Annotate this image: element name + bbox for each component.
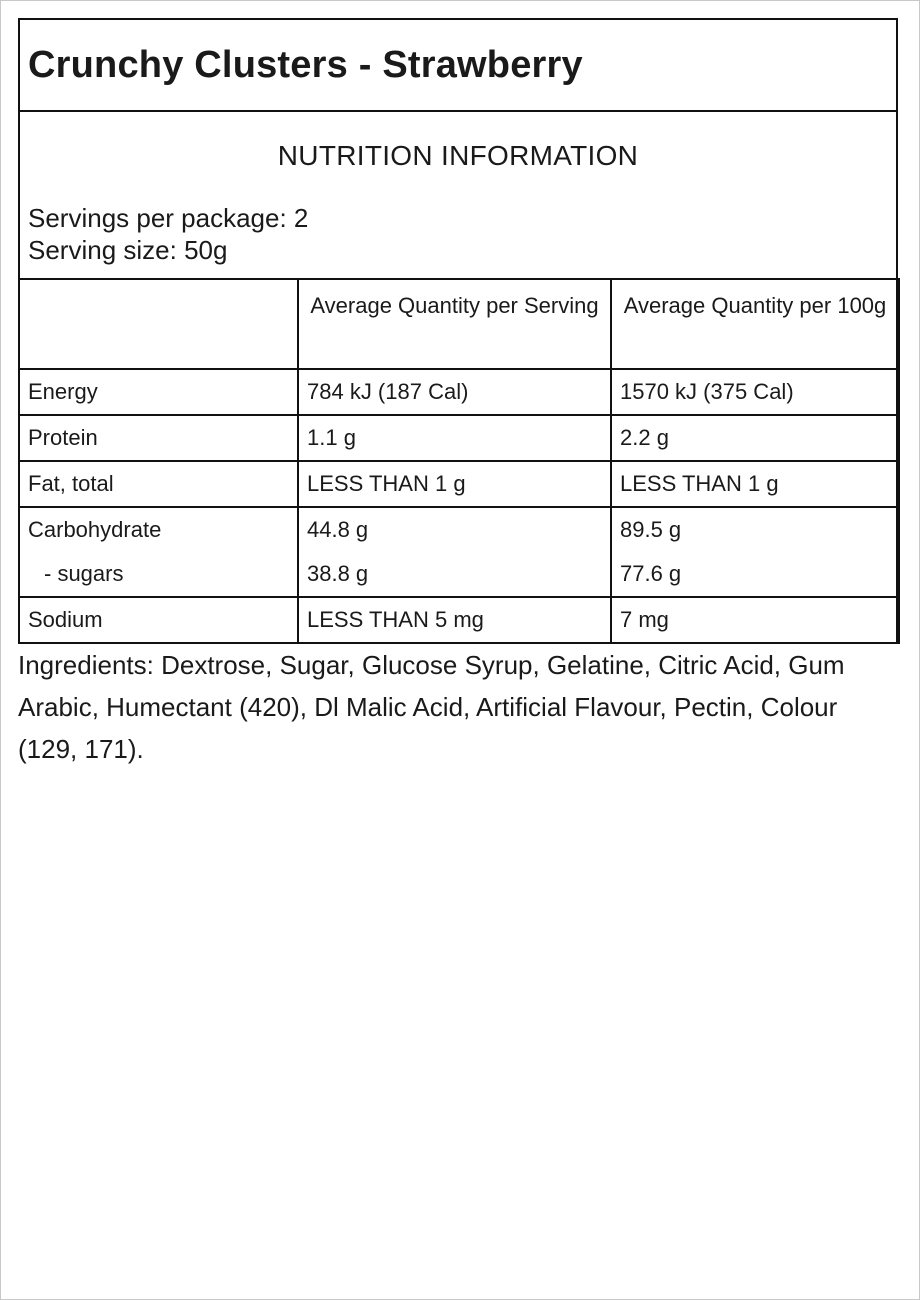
per-100g-value: LESS THAN 1 g: [611, 461, 899, 507]
nutrition-label: [18, 18, 898, 644]
per-100g-value: 7 mg: [611, 597, 899, 643]
per-100g-value: 1570 kJ (375 Cal): [611, 369, 899, 415]
table-row-energy: [19, 369, 899, 415]
sub-per-serving-value: 38.8 g: [307, 561, 369, 586]
per-100g-value: 2.2 g: [611, 415, 899, 461]
servings-block: [28, 202, 308, 266]
per-serving-value: 1.1 g: [298, 415, 611, 461]
nutrient-name: Energy: [19, 369, 298, 415]
column-header-per-100g: Average Quantity per 100g: [611, 279, 899, 369]
title-box: [20, 20, 896, 112]
table-row-fat: [19, 461, 899, 507]
servings-per-package: Servings per package: 2: [28, 203, 309, 233]
per-serving-group: [298, 507, 611, 597]
sub-per-100g-value: 77.6 g: [620, 561, 682, 586]
table-row-sodium: [19, 597, 899, 643]
column-header-per-serving: Average Quantity per Serving: [298, 279, 611, 369]
nutrition-table: [18, 278, 900, 644]
ingredients-text: Ingredients: Dextrose, Sugar, Glucose Syrup, Gelatine, Citric Acid, Gum Arabic, Humectant (420), Dl Malic Acid, Artificial Flavour, Pectin, Colour (129, 171).: [18, 650, 845, 764]
per-100g-group: [611, 507, 899, 597]
table-header-row: [19, 279, 899, 369]
sub-nutrient-name: - sugars: [44, 561, 124, 586]
nutrient-name: Carbohydrate: [28, 517, 162, 542]
nutrient-name: Protein: [19, 415, 298, 461]
nutrition-info-box: [20, 112, 896, 278]
table-row-carbohydrate: [19, 507, 899, 597]
serving-size: Serving size: 50g: [28, 235, 228, 265]
nutrient-name: Fat, total: [19, 461, 298, 507]
product-title: Crunchy Clusters - Strawberry: [28, 43, 583, 86]
per-serving-value: LESS THAN 1 g: [298, 461, 611, 507]
per-serving-value: 784 kJ (187 Cal): [298, 369, 611, 415]
per-serving-value: LESS THAN 5 mg: [298, 597, 611, 643]
column-header-nutrient: [19, 279, 298, 369]
nutrient-name-group: [19, 507, 298, 597]
nutrient-name: Sodium: [19, 597, 298, 643]
per-serving-value: 44.8 g: [307, 517, 369, 542]
per-100g-value: 89.5 g: [620, 517, 682, 542]
table-row-protein: [19, 415, 899, 461]
nutrition-heading: NUTRITION INFORMATION: [277, 140, 639, 171]
